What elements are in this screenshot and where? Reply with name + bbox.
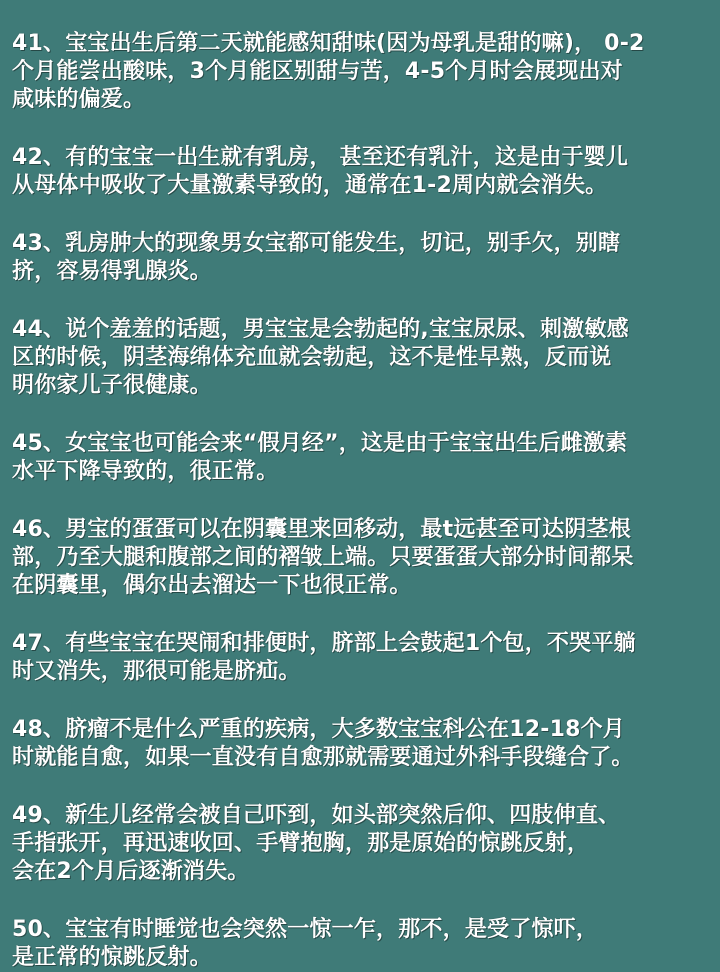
tip-line: 个月能尝出酸味，3个月能区别甜与苦，4-5个月时会展现出对 (12, 59, 623, 84)
tip-43 (12, 230, 720, 286)
tip-44 (12, 316, 720, 400)
tip-line: 47、有些宝宝在哭闹和排便时，脐部上会鼓起1个包，不哭平躺 (12, 631, 636, 656)
tip-line: 从母体中吸收了大量激素导致的，通常在1-2周内就会消失。 (12, 173, 608, 198)
tip-line: 区的时候，阴茎海绵体充血就会勃起，这不是性早熟，反而说 (12, 345, 612, 370)
tip-line: 会在2个月后逐渐消失。 (12, 859, 250, 884)
tip-41 (12, 30, 720, 114)
tip-47 (12, 630, 720, 686)
tip-line: 时又消失，那很可能是脐疝。 (12, 659, 301, 684)
tip-line: 48、脐瘤不是什么严重的疾病，大多数宝宝科公在12-18个月 (12, 717, 625, 742)
tip-line: 41、宝宝出生后第二天就能感知甜味(因为母乳是甜的嘛)， 0-2 (12, 31, 645, 56)
tip-line: 50、宝宝有时睡觉也会突然一惊一乍，那不，是受了惊吓， (12, 917, 599, 942)
tip-49 (12, 802, 720, 886)
tip-42 (12, 144, 720, 200)
tip-45 (12, 430, 720, 486)
tip-line: 咸味的偏爱。 (12, 87, 146, 112)
tip-line: 挤，容易得乳腺炎。 (12, 259, 212, 284)
tip-line: 44、说个羞羞的话题，男宝宝是会勃起的,宝宝尿尿、刺激敏感 (12, 317, 629, 342)
tip-line: 在阴囊里，偶尔出去溜达一下也很正常。 (12, 573, 412, 598)
tip-50 (12, 916, 720, 972)
tip-line: 是正常的惊跳反射。 (12, 945, 212, 970)
tip-line: 49、新生儿经常会被自己吓到，如头部突然后仰、四肢伸直、 (12, 803, 621, 828)
tip-line: 部，乃至大腿和腹部之间的褶皱上端。只要蛋蛋大部分时间都呆 (12, 545, 634, 570)
tip-line: 水平下降导致的，很正常。 (12, 459, 279, 484)
tip-line: 43、乳房肿大的现象男女宝都可能发生，切记，别手欠，别瞎 (12, 231, 621, 256)
tip-line: 45、女宝宝也可能会来“假月经”，这是由于宝宝出生后雌激素 (12, 431, 628, 456)
tip-line: 手指张开，再迅速收回、手臂抱胸，那是原始的惊跳反射， (12, 831, 590, 856)
tip-48 (12, 716, 720, 772)
tip-46 (12, 516, 720, 600)
tip-line: 46、男宝的蛋蛋可以在阴囊里来回移动，最t远甚至可达阴茎根 (12, 517, 631, 542)
tip-line: 42、有的宝宝一出生就有乳房， 甚至还有乳汁，这是由于婴儿 (12, 145, 629, 170)
tip-line: 时就能自愈，如果一直没有自愈那就需要通过外科手段缝合了。 (12, 745, 634, 770)
tip-line: 明你家儿子很健康。 (12, 373, 212, 398)
